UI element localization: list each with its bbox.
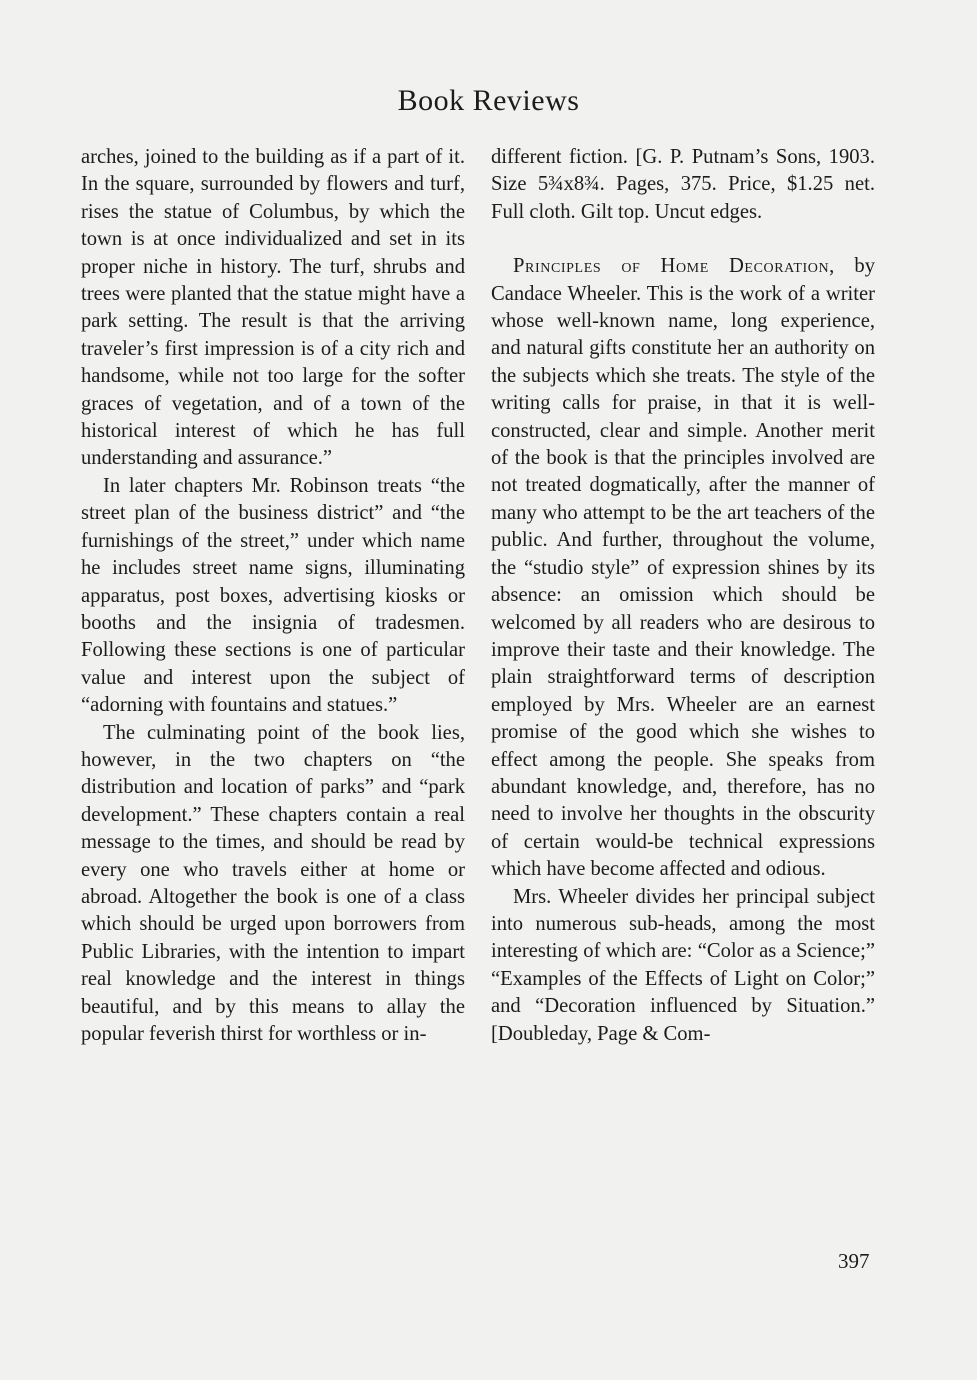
- right-paragraph-1: different fiction. [G. P. Putnam’s Sons, 1903. Size 5¾x8¾. Pages, 375. Price, $1.25 net. Full cloth. Gilt top. Uncut edges.: [491, 146, 875, 223]
- review-principles-home-decoration: [491, 253, 875, 883]
- running-head: Book Reviews: [397, 84, 580, 117]
- right-paragraph-3: Mrs. Wheeler divides her principal subject into numerous sub-heads, among the most interesting of which are: “Color as a Science;” “Examples of the Effects of Light on Color;” and “Decoration influenced by Situation.” [Doubleday, Page & Com-: [491, 885, 875, 1045]
- left-paragraph-1: arches, joined to the building as if a part of it. In the square, surrounded by flowers and turf, rises the statue of Columbus, by which the town is at once individualized and set in its proper niche in history. The turf, shrubs and trees were planted that the statue might have a park setting. The result is that the arriving traveler’s first impression is of a city rich and handsome, while not too large for the softer graces of vegetation, and of a town of the historical interest of which he has full understanding and assurance.”: [81, 146, 465, 470]
- left-paragraph-2: In later chapters Mr. Robinson treats “the street plan of the business district” and “the furnishings of the street,” under which name he includes street name signs, illuminating apparatus, post boxes, advertising kiosks or booths and the insignia of tradesmen. Following these sections is one of particular value and interest upon the subject of “adorning with fountains and statues.”: [81, 474, 465, 717]
- right-column: [491, 144, 875, 1048]
- page-number: 397: [838, 1249, 870, 1273]
- left-column: [81, 144, 465, 1048]
- book-title: Principles of Home Decoration,: [513, 255, 835, 278]
- review-body: by Candace Wheeler. This is the work of a writer whose well-known name, long experience, and natural gifts constitute her an authority on the subjects which she treats. The style of the writing calls for praise, in that it is well-constructed, clear and simple. Another merit of the book is that the principles involved are not treated dogmatically, after the manner of many who attempt to be the art teachers of the public. And further, throughout the volume, the “studio style” of expression shines by its absence: an omission which should be welcomed by all readers who are desirous to improve their taste and their knowledge. The plain straightforward terms of description employed by Mrs. Wheeler are an earnest promise of the good which she wishes to effect among the people. She speaks from abundant knowledge, and, therefore, has no need to involve her thoughts in the obscurity of certain would-be technical expressions which have become affected and odious.: [491, 255, 875, 881]
- left-paragraph-3: The culminating point of the book lies, however, in the two chapters on “the distribution and location of parks” and “park development.” These chapters contain a real message to the times, and should be read by every one who travels either at home or abroad. Altogether the book is one of a class which should be urged upon borrowers from Public Libraries, with the intention to impart real knowledge and the interest in things beautiful, and by this means to allay the popular feverish thirst for worthless or in-: [81, 721, 465, 1045]
